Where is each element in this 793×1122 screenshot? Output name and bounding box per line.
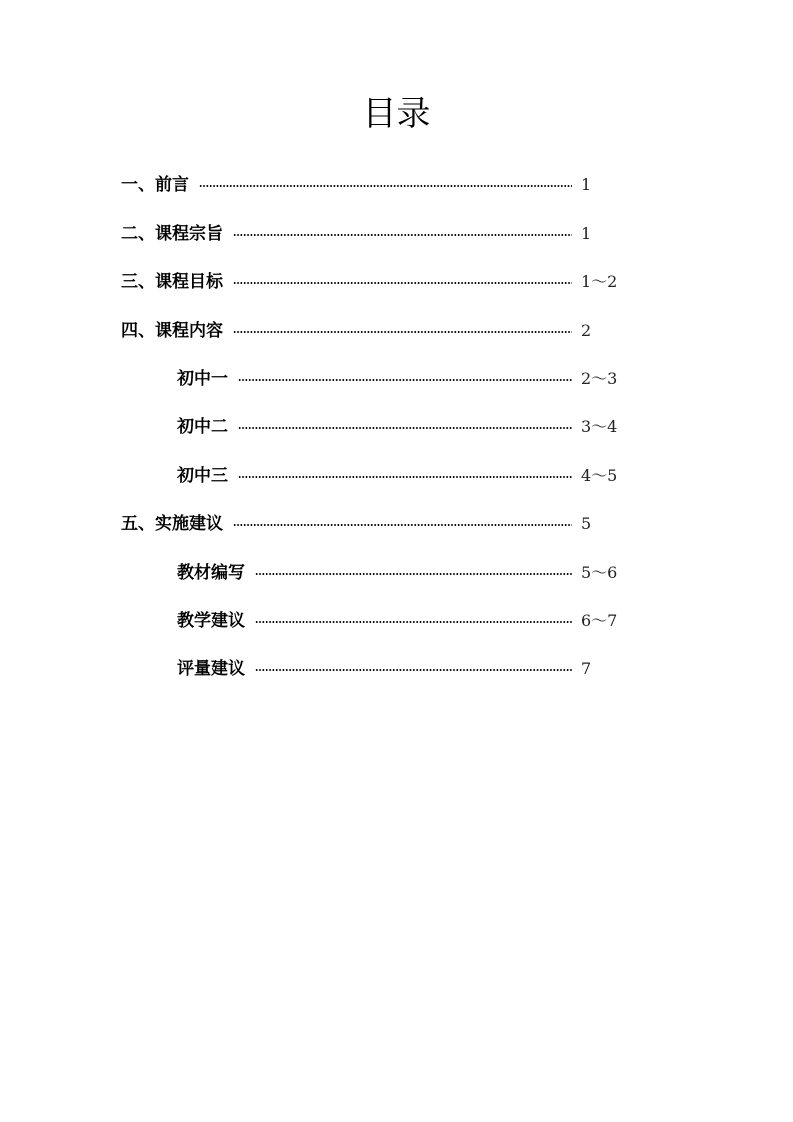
toc-entry-label: 二、课程宗旨 (121, 224, 223, 244)
dot-leader (255, 573, 572, 575)
toc-entry-course-goals[interactable] (121, 269, 631, 295)
toc-entry-page: 3～4 (581, 417, 618, 436)
toc-entry-assessment-suggestions[interactable] (177, 656, 631, 682)
toc-title: 目录 (362, 94, 431, 134)
toc-entry-teaching-suggestions[interactable] (177, 608, 631, 634)
toc-entry-grade-one[interactable] (177, 366, 631, 392)
toc-entry-page: 1～2 (581, 272, 618, 291)
toc-entry-page: 4～5 (581, 466, 618, 485)
toc-entry-label: 五、实施建议 (121, 514, 223, 534)
toc-entry-course-content[interactable] (121, 318, 631, 344)
dot-leader (255, 621, 572, 623)
toc-entry-page: 1 (581, 224, 592, 243)
toc-entry-label: 三、课程目标 (121, 272, 223, 292)
toc-entry-page: 5 (581, 514, 592, 533)
toc-entry-textbook-writing[interactable] (177, 560, 631, 586)
dot-leader (233, 234, 572, 236)
toc-entry-label: 四、课程内容 (121, 321, 223, 341)
toc-entry-label: 教材编写 (177, 563, 245, 583)
toc-entry-label: 初中三 (177, 466, 228, 486)
dot-leader (238, 476, 572, 478)
toc-entry-page: 7 (581, 659, 592, 678)
dot-leader (199, 185, 572, 187)
toc-entry-course-purpose[interactable] (121, 221, 631, 247)
toc-entry-page: 6～7 (581, 611, 618, 630)
toc-entry-page: 2 (581, 321, 592, 340)
dot-leader (233, 524, 572, 526)
toc-entry-page: 5～6 (581, 563, 618, 582)
toc-entry-label: 初中一 (177, 369, 228, 389)
toc-entry-label: 教学建议 (177, 611, 245, 631)
toc-entry-preface[interactable] (121, 172, 631, 198)
toc-entry-grade-three[interactable] (177, 463, 631, 489)
toc-entry-label: 一、前言 (121, 175, 189, 195)
dot-leader (238, 427, 572, 429)
toc-entry-label: 评量建议 (177, 659, 245, 679)
toc-entry-page: 1 (581, 175, 592, 194)
toc-entry-page: 2～3 (581, 369, 618, 388)
dot-leader (233, 282, 572, 284)
dot-leader (238, 379, 572, 381)
dot-leader (255, 669, 572, 671)
toc-entry-implementation[interactable] (121, 511, 631, 537)
toc-entry-label: 初中二 (177, 417, 228, 437)
dot-leader (233, 331, 572, 333)
toc-entry-grade-two[interactable] (177, 414, 631, 440)
